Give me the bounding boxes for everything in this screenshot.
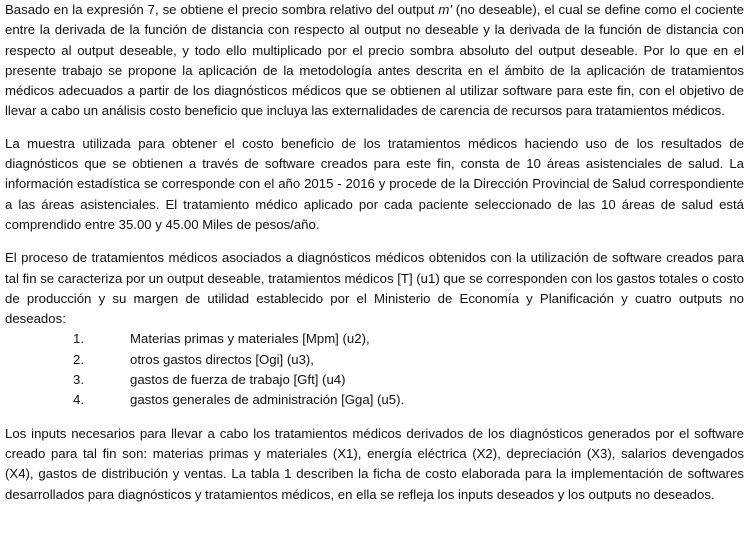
undesired-outputs-list [5,329,744,410]
list-item-text: gastos de fuerza de trabajo [Gft] (u4) [130,372,346,388]
list-item-text: otros gastos directos [Ogi] (u3), [130,351,314,367]
list-item [5,370,744,390]
paragraph-shadow-price [5,0,744,122]
list-item-number: 1. [73,331,84,347]
list-item-number: 4. [73,392,84,408]
italic-symbol: m' [438,2,452,17]
paragraph-text: (no deseable), el cual se define como el cociente entre la derivada de la función de distancia con respecto al output no deseable y la derivada de la función de distancia con respecto al output deseable, y todo ello multiplicado por el precio sombra absoluto del output deseable. Por lo que en el presente trabajo se propone la aplicación de la metodología antes descrita en el ámbito de la aplicación de tratamientos médicos adecuados a partir de los diagnósticos médicos que se obtienen al utilizar software para este fin, con el objetivo de llevar a cabo un análisis costo beneficio que incluya las externalidades de carencia de recursos para tratamientos médicos. [5,2,744,119]
paragraph-process: El proceso de tratamientos médicos asociados a diagnósticos médicos obtenidos con la utilización de software creados para tal fin se caracteriza por un output deseable, tratamientos médicos [T] (u1) que se corresponden con los gastos totales o costo de producción y su margen de utilidad establecido por el Ministerio de Economía y Planificación y cuatro outputs no deseados: [5,250,744,327]
list-item-text: gastos generales de administración [Gga] (u5). [130,392,405,408]
paragraph-text: Basado en la expresión 7, se obtiene el precio sombra relativo del output [5,2,439,17]
list-item [5,390,744,410]
list-item-text: Materias primas y materiales [Mpm] (u2), [130,331,370,347]
list-item-number: 2. [73,351,84,367]
list-item-number: 3. [73,372,84,388]
list-item [5,350,744,370]
paragraph-sample: La muestra utilizada para obtener el costo beneficio de los tratamientos médicos haciendo uso de los resultados de diagnósticos que se obtienen a través de software creados para este fin, consta de 10 áreas asistenciales de salud. La información estadística se corresponde con el año 2015 - 2016 y procede de la Dirección Provincial de Salud correspondiente a las áreas asistenciales. El tratamiento médico aplicado por cada paciente seleccionado de las 10 áreas de salud está comprendido entre 35.00 y 45.00 Miles de pesos/año. [5,135,744,232]
paragraph-inputs: Los inputs necesarios para llevar a cabo los tratamientos médicos derivados de los diagnósticos generados por el software creado para tal fin son: materias primas y materiales (X1), energía eléctrica (X2), depreciación (X3), salarios devengados (X4), gastos de distribución y ventas. La tabla 1 describen la ficha de costo elaborada para la implementación de softwares desarrollados para diagnósticos y tratamientos médicos, en ella se refleja los inputs deseados y los outputs no deseados. [5,425,744,502]
list-item [5,329,744,349]
